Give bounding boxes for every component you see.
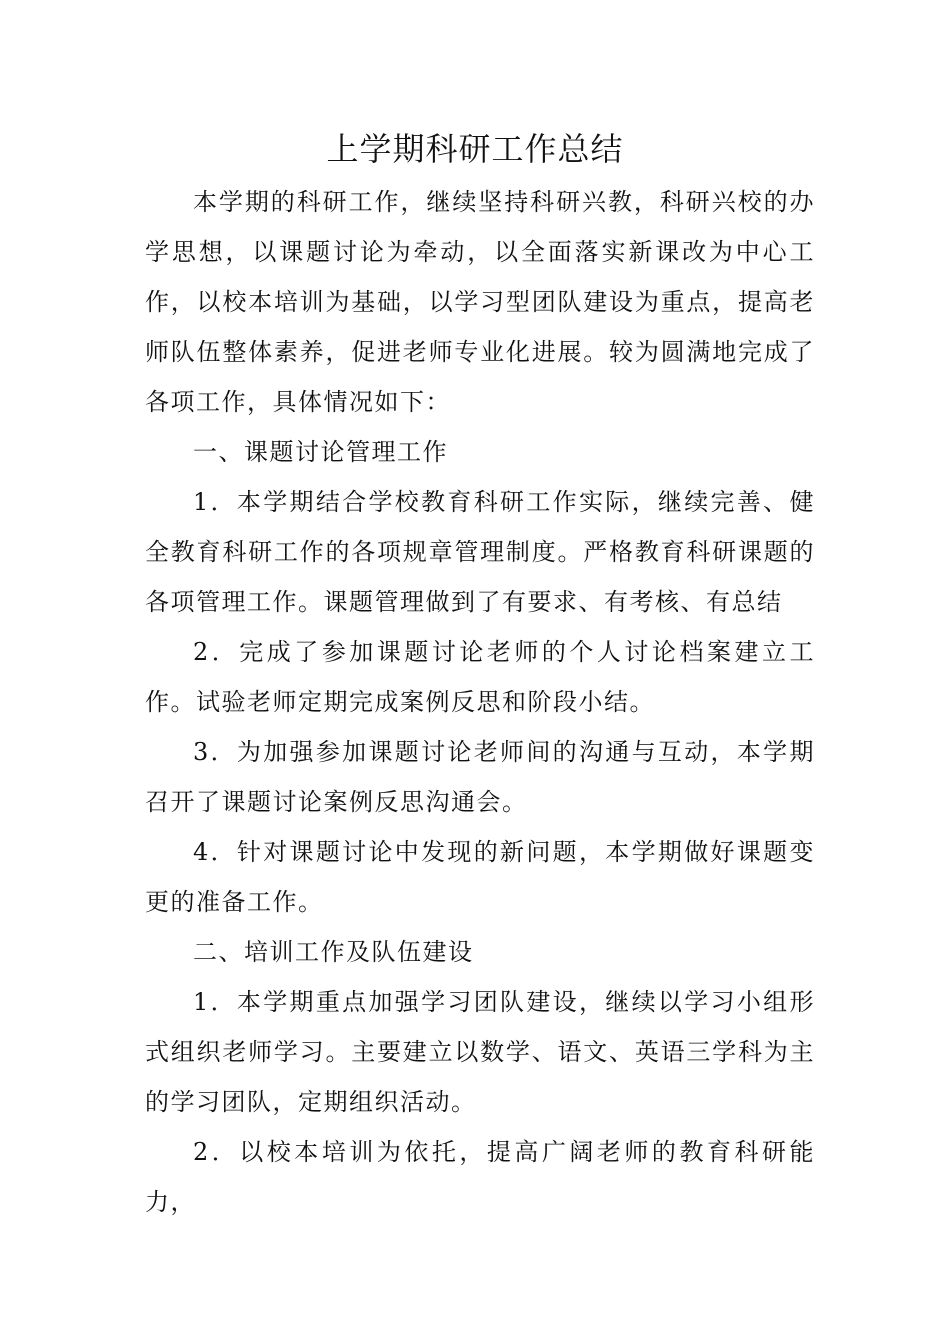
paragraph-item: 2．以校本培训为依托，提高广阔老师的教育科研能力，	[145, 1138, 815, 1216]
paragraph-item: 1．本学期结合学校教育科研工作实际，继续完善、健全教育科研工作的各项规章管理制度。严格教育科研课题的各项管理工作。课题管理做到了有要求、有考核、有总结	[145, 488, 815, 616]
section-heading-1: 一、课题讨论管理工作	[193, 438, 448, 466]
paragraph-intro: 本学期的科研工作，继续坚持科研兴教，科研兴校的办学思想，以课题讨论为牵动，以全面落实新课改为中心工作，以校本培训为基础，以学习型团队建设为重点，提高老师队伍整体素养，促进老师专业化进展。较为圆满地完成了各项工作，具体情况如下：	[145, 188, 815, 416]
paragraph-item: 4．针对课题讨论中发现的新问题，本学期做好课题变更的准备工作。	[145, 838, 815, 916]
paragraph-item: 3．为加强参加课题讨论老师间的沟通与互动，本学期召开了课题讨论案例反思沟通会。	[145, 738, 815, 816]
section-heading-2: 二、培训工作及队伍建设	[193, 938, 474, 966]
paragraph-item: 1．本学期重点加强学习团队建设，继续以学习小组形式组织老师学习。主要建立以数学、语文、英语三学科为主的学习团队，定期组织活动。	[145, 988, 815, 1116]
document-title: 上学期科研工作总结	[326, 130, 624, 168]
paragraph-item: 2．完成了参加课题讨论老师的个人讨论档案建立工作。试验老师定期完成案例反思和阶段小结。	[145, 638, 815, 716]
document-body	[145, 177, 815, 1227]
